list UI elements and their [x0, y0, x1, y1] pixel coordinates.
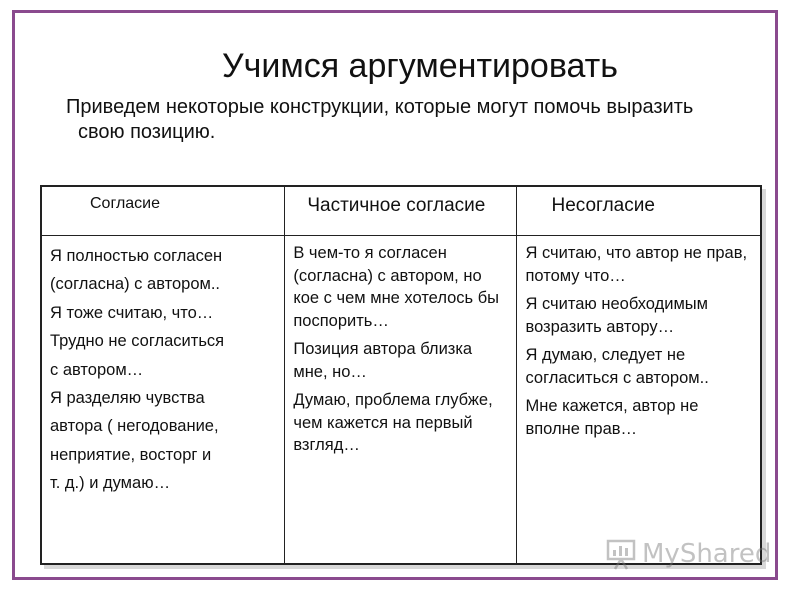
list-item: Я разделяю чувства	[50, 389, 205, 408]
list-item: неприятие, восторг и	[50, 445, 212, 464]
presentation-board-icon	[606, 538, 636, 570]
slide-subtitle	[66, 95, 766, 145]
disagreement-phrase-list	[517, 236, 760, 440]
list-item: Трудно не согласиться	[50, 332, 225, 351]
partial-agreement-cell	[285, 236, 517, 565]
list-item: (согласна) с автором..	[50, 275, 221, 294]
subtitle-line-2: свою позицию.	[78, 121, 216, 143]
argument-phrases-table	[40, 185, 762, 565]
list-item: автора ( негодование,	[50, 417, 219, 436]
list-item: т. д.) и думаю…	[50, 474, 171, 493]
watermark	[606, 536, 771, 572]
partial-agreement-phrase-list	[285, 236, 516, 457]
list-item: Я считаю необходимым возразить автору…	[525, 295, 709, 336]
slide-title: Учимся аргументировать	[222, 47, 618, 85]
list-item: Я полностью согласен	[50, 247, 223, 265]
list-item: Я думаю, следует не согласиться с автором..	[525, 346, 709, 387]
header-partial-agreement: Частичное согласие	[285, 186, 517, 236]
table-body-row	[41, 236, 761, 565]
list-item: с автором…	[50, 360, 144, 379]
list-item: Я тоже считаю, что…	[50, 303, 214, 322]
header-agreement: Согласие	[41, 186, 285, 236]
agreement-phrase-list	[42, 236, 284, 498]
agreement-cell	[41, 236, 285, 565]
watermark-text: MyShared	[642, 539, 772, 569]
disagreement-cell	[517, 236, 761, 565]
header-disagreement: Несогласие	[517, 186, 761, 236]
list-item: Думаю, проблема глубже, чем кажется на первый взгляд…	[293, 391, 493, 454]
list-item: В чем-то я согласен (согласна) с автором, но кое с чем мне хотелось бы поспорить…	[293, 244, 500, 330]
list-item: Мне кажется, автор не вполне прав…	[525, 397, 699, 438]
subtitle-line-1: Приведем некоторые конструкции, которые могут помочь выразить	[66, 96, 694, 118]
list-item: Я считаю, что автор не прав, потому что…	[525, 244, 748, 285]
table-header-row	[41, 186, 761, 236]
list-item: Позиция автора близка мне, но…	[293, 340, 473, 381]
